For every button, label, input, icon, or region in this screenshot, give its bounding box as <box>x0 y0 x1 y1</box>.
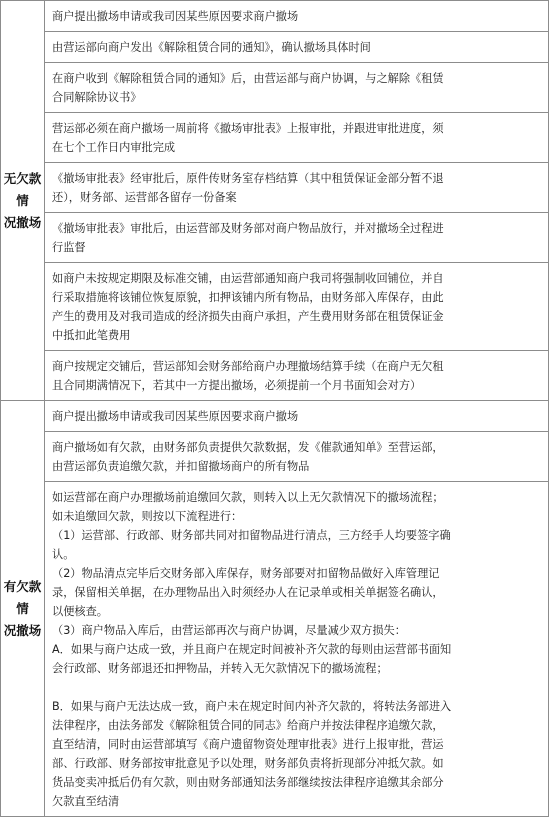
procedure-step-cell <box>45 351 549 401</box>
table-row <box>1 351 549 401</box>
procedure-step-cell <box>45 432 549 482</box>
procedure-step-cell <box>45 163 549 213</box>
procedure-step-line <box>52 678 542 697</box>
procedure-step-line: 且合同期满情况下，若其中一方提出撤场，必须提前一个月书面知会对方） <box>52 379 422 392</box>
procedure-step-cell <box>45 401 549 432</box>
procedure-step-line: 由营运部向商户发出《解除租赁合同的通知》，确认撤场具体时间 <box>52 41 371 54</box>
procedure-step-line: 由营运部负责追缴欠款，并扣留撤场商户的所有物品 <box>52 460 310 473</box>
procedure-step-cell <box>45 32 549 63</box>
procedure-step-line: 认。 <box>52 548 75 561</box>
table-row <box>1 401 549 432</box>
procedure-step-line: B．如果与商户无法达成一致，商户未在规定时间内补齐欠款的，将转法务部进入 <box>52 700 452 713</box>
procedure-step-line: 商户提出撤场申请或我司因某些原因要求商户撤场 <box>52 410 299 423</box>
procedure-step-cell <box>45 482 549 817</box>
section-heading-line: 况撤场 <box>3 622 42 638</box>
procedure-step-line: 会行政部、财务部退还扣押物品，并转入无欠款情况下的撤场流程； <box>52 662 388 675</box>
table-row <box>1 263 549 351</box>
procedure-step-line: 直至结清，同时由运营部填写《商户遗留物资处理审批表》进行上报审批，营运 <box>52 738 444 751</box>
procedure-step-line: 《撤场审批表》经审批后，原件传财务室存档结算（其中租赁保证金部分暂不退 <box>52 172 444 185</box>
procedure-step-line: 合同解除协议书》 <box>52 91 142 104</box>
table-row <box>1 1 549 32</box>
procedure-step-line: 行监督 <box>52 241 86 254</box>
procedure-step-line: 如运营部在商户办理撤场前追缴回欠款，则转入以上无欠款情况下的撤场流程； <box>52 491 444 504</box>
section-heading-line: 况撤场 <box>3 214 42 230</box>
procedure-step-line: 在七个工作日内审批完成 <box>52 141 176 154</box>
section-heading-line: 无欠款情 <box>3 170 42 208</box>
procedure-step-cell <box>45 213 549 263</box>
procedure-step-line: （2）物品清点完毕后交财务部入库保存，财务部要对扣留物品做好入库管理记 <box>52 567 440 580</box>
section-heading <box>1 401 45 817</box>
section-heading <box>1 1 45 401</box>
table-row <box>1 163 549 213</box>
table-row <box>1 432 549 482</box>
procedure-step-line: 商户提出撤场申请或我司因某些原因要求商户撤场 <box>52 10 299 23</box>
procedure-step-line: 录，保留相关单据，在办理物品出入时须经办人在记录单或相关单据签名确认， <box>52 586 444 599</box>
procedure-step-cell <box>45 63 549 113</box>
procedure-step-line: 《撤场审批表》审批后，由运营部及财务部对商户物品放行，并对撤场全过程进 <box>52 222 444 235</box>
procedure-step-line: 中抵扣此笔费用 <box>52 329 131 342</box>
procedure-step-line: 法律程序，由法务部发《解除租赁合同的同志》给商户并按法律程序追缴欠款， <box>52 719 444 732</box>
procedure-step-line: 欠款直至结清 <box>52 795 120 808</box>
procedure-step-line: 产生的费用及对我司造成的经济损失由商户承担，产生费用财务部在租赁保证金 <box>52 310 444 323</box>
procedure-step-line: 在商户收到《解除租赁合同的通知》后，由营运部与商户协调，与之解除《租赁 <box>52 72 444 85</box>
procedure-step-line: 还），财务部、运营部各留存一份备案 <box>52 191 237 204</box>
procedure-step-line: 以便核查。 <box>52 605 108 618</box>
procedure-step-line: 如商户未按规定期限及标准交铺，由运营部通知商户我司将强制收回铺位，并自 <box>52 272 444 285</box>
procedure-step-line: 行采取措施将该铺位恢复原貌，扣押该铺内所有物品，由财务部入库保存，由此 <box>52 291 444 304</box>
procedure-step-line: （1）运营部、行政部、财务部共同对扣留物品进行清点，三方经手人均要签字确 <box>52 529 451 542</box>
table-row <box>1 63 549 113</box>
procedure-step-line: 货品变卖冲抵后仍有欠款，则由财务部通知法务部继续按法律程序追缴其余部分 <box>52 776 444 789</box>
table-row <box>1 113 549 163</box>
table-row <box>1 213 549 263</box>
procedure-step-cell <box>45 1 549 32</box>
procedure-step-line: A．如果与商户达成一致，并且商户在规定时间被补齐欠款的每则由运营部书面知 <box>52 643 452 656</box>
procedure-step-line: 部、行政部、财务部按审批意见予以处理，财务部负责将折现部分冲抵欠款。如 <box>52 757 444 770</box>
procedure-step-line: （3）商户物品入库后，由营运部再次与商户协调，尽量减少双方损失： <box>52 624 406 637</box>
table-row <box>1 482 549 817</box>
procedure-step-line: 商户撤场如有欠款，由财务部负责提供欠款数据，发《催款通知单》至营运部， <box>52 441 444 454</box>
section-heading-line: 有欠款情 <box>3 578 42 616</box>
table-body <box>1 1 549 817</box>
procedure-step-line: 商户按规定交铺后，营运部知会财务部给商户办理撤场结算手续（在商户无欠租 <box>52 360 444 373</box>
procedure-step-cell <box>45 263 549 351</box>
procedure-step-cell <box>45 113 549 163</box>
procedure-step-line: 营运部必须在商户撤场一周前将《撤场审批表》上报审批，并跟进审批进度，须 <box>52 122 444 135</box>
procedure-step-line: 如未追缴回欠款，则按以下流程进行： <box>52 510 243 523</box>
table-row <box>1 32 549 63</box>
